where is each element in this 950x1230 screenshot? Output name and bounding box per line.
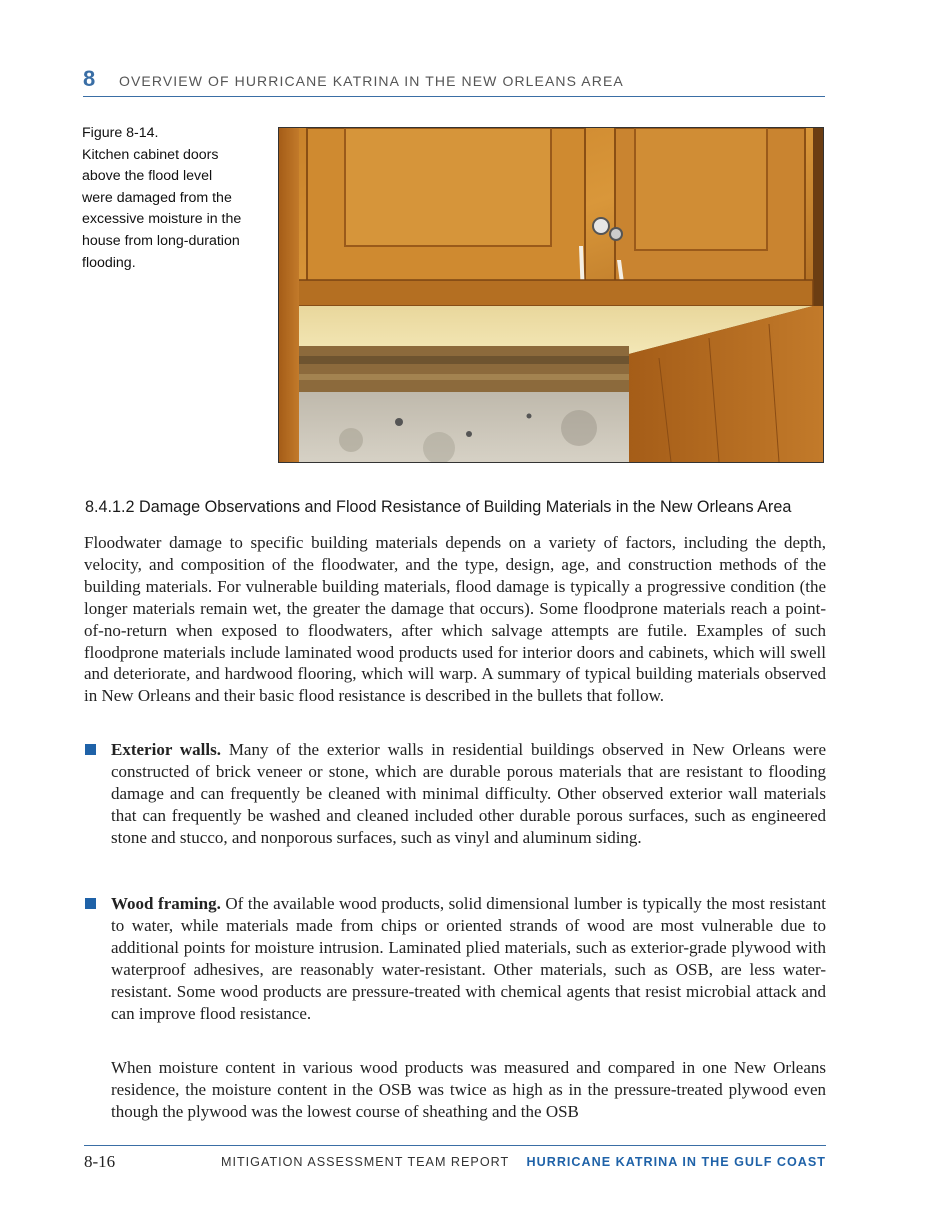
bullet-exterior-walls [111,739,826,849]
caption-line: excessive moisture in the [82,211,242,228]
running-header [83,64,825,97]
caption-line: flooding. [82,254,136,271]
bullet-title: Exterior walls. [111,740,221,759]
caption-line: above the flood level [82,168,213,185]
bullet-text: Of the available wood products, solid dimensional lumber is typically the most resistant to water, while materials made from chips or oriented strands of wood are most vulnerable due to additional points for moisture intrusion. Laminated plied materials, such as exterior-grade plywood with waterproof adhesives, are reasonably water-resistant. Other materials, such as OSB, are less water-resistant. Some wood products are pressure-treated with chemical agents that resist microbial attack and can improve flood resistance. [111,894,826,1023]
cabinet-photo-illustration [279,128,823,462]
chapter-number: 8 [83,66,96,91]
running-footer [84,1145,826,1180]
caption-line: were damaged from the [82,189,232,206]
caption-line: Kitchen cabinet doors [82,146,219,163]
chapter-title: OVERVIEW OF HURRICANE KATRINA IN THE NEW ORLEANS AREA [119,73,624,89]
bullet-square-icon [85,744,96,755]
bullet-title: Wood framing. [111,894,221,913]
caption-line: Figure 8-14. [82,125,159,141]
figure-caption [82,123,262,274]
continuation-paragraph: When moisture content in various wood products was measured and compared in one New Orleans residence, the moisture content in the OSB was twice as high as in the pressure-treated plywood even though the plywood was the lowest course of sheathing and the OSB [111,1058,826,1121]
caption-line: house from long-duration [82,232,240,249]
bullet-square-icon [85,898,96,909]
page-number: 8-16 [84,1152,116,1171]
kitchen-cabinet-photo [278,127,824,463]
bullet-wood-framing [111,893,826,1024]
report-title: HURRICANE KATRINA IN THE GULF COAST [526,1155,826,1169]
bullet-text: Many of the exterior walls in residential buildings observed in New Orleans were constructed of brick veneer or stone, which are durable porous materials that are resistant to flooding damage and can frequently be cleaned with minimal difficulty. Other observed exterior wall materials that can frequently be washed and cleaned included other durable porous surfaces, such as engineered stone and stucco, and nonporous surfaces, such as vinyl and aluminum siding. [111,740,826,847]
intro-paragraph: Floodwater damage to specific building materials depends on a variety of factors, including the depth, velocity, and composition of the floodwater, and the type, design, age, and construction methods of the building materials. For vulnerable building materials, flood damage is typically a progressive condition (the longer materials remain wet, the greater the damage that occurs). Some floodprone materials reach a point-of-no-return when exposed to floodwaters, after which salvage attempts are futile. Examples of such floodprone materials include laminated wood products used for interior doors and cabinets, which will swell and deteriorate, and hardwood flooring, which will warp. A summary of typical building materials observed in New Orleans and their basic flood resistance is described in the bullets that follow. [84,533,826,706]
report-name: MITIGATION ASSESSMENT TEAM REPORT [221,1155,510,1169]
section-heading: 8.4.1.2 Damage Observations and Flood Resistance of Building Materials in the New Orleans Area [85,498,792,516]
